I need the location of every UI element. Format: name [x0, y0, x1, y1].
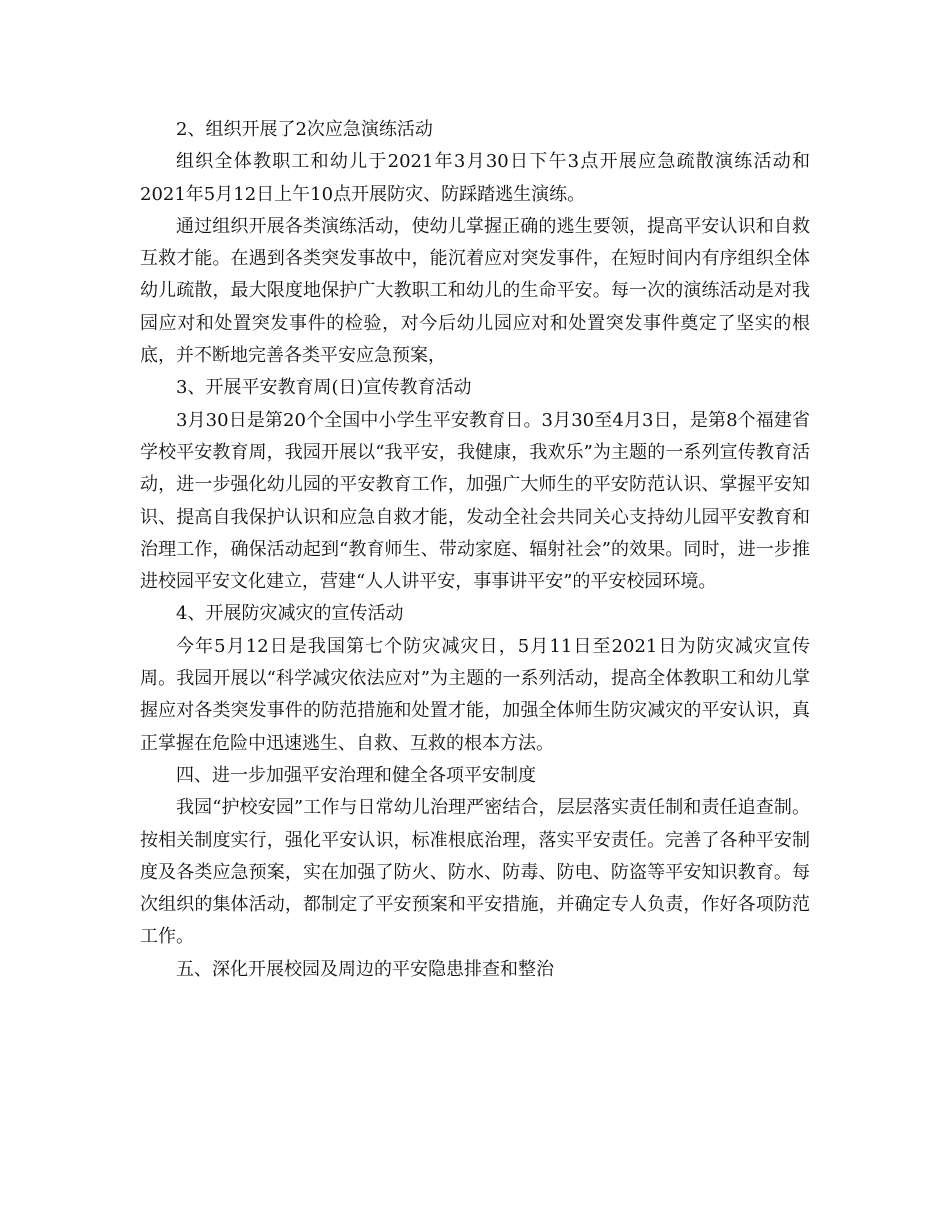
- paragraph: 今年5月12日是我国第七个防灾减灾日，5月11日至2021日为防灾减灾宣传周。我园开展以“科学减灾依法应对”为主题的一系列活动，提高全体教职工和幼儿掌握应对各类突发事件的防范措施和处置才能，加强全体师生防灾减灾的平安认识，真正掌握在危险中迅速逃生、自救、互救的根本方法。: [140, 635, 810, 754]
- section-heading: 五、深化开展校园及周边的平安隐患排查和整治: [176, 958, 554, 980]
- paragraph: 我园“护校安园”工作与日常幼儿治理严密结合，层层落实责任制和责任追查制。按相关制度实行，强化平安认识，标准根底治理，落实平安责任。完善了各种平安制度及各类应急预案，实在加强了防火、防水、防毒、防电、防盗等平安知识教育。每次组织的集体活动，都制定了平安预案和平安措施，并确定专人负责，作好各项防范工作。: [140, 797, 810, 948]
- paragraph: 通过组织开展各类演练活动，使幼儿掌握正确的逃生要领，提高平安认识和自救互救才能。在遇到各类突发事故中，能沉着应对突发事件，在短时间内有序组织全体幼儿疏散，最大限度地保护广大教职工和幼儿的生命平安。每一次的演练活动是对我园应对和处置突发事件的检验，对今后幼儿园应对和处置突发事件奠定了坚实的根底，并不断地完善各类平安应急预案，: [140, 215, 810, 367]
- document-body: [140, 114, 810, 986]
- paragraph: 组织全体教职工和幼儿于2021年3月30日下午3点开展应急疏散演练活动和2021年5月12日上午10点开展防灾、防踩踏逃生演练。: [140, 151, 810, 205]
- section-heading: 3、开展平安教育周(日)宣传教育活动: [176, 377, 472, 399]
- section-heading: 四、进一步加强平安治理和健全各项平安制度: [176, 764, 536, 786]
- section-heading: 4、开展防灾减灾的宣传活动: [176, 603, 404, 625]
- section-heading: 2、组织开展了2次应急演练活动: [176, 119, 433, 140]
- paragraph: 3月30日是第20个全国中小学生平安教育日。3月30至4月3日，是第8个福建省学校平安教育周，我园开展以“我平安，我健康，我欢乐”为主题的一系列宣传教育活动，进一步强化幼儿园的平安教育工作，加强广大师生的平安防范认识、掌握平安知识、提高自我保护认识和应急自救才能，发动全社会共同关心支持幼儿园平安教育和治理工作，确保活动起到“教育师生、带动家庭、辐射社会”的效果。同时，进一步推进校园平安文化建立，营建“人人讲平安，事事讲平安”的平安校园环境。: [140, 409, 810, 593]
